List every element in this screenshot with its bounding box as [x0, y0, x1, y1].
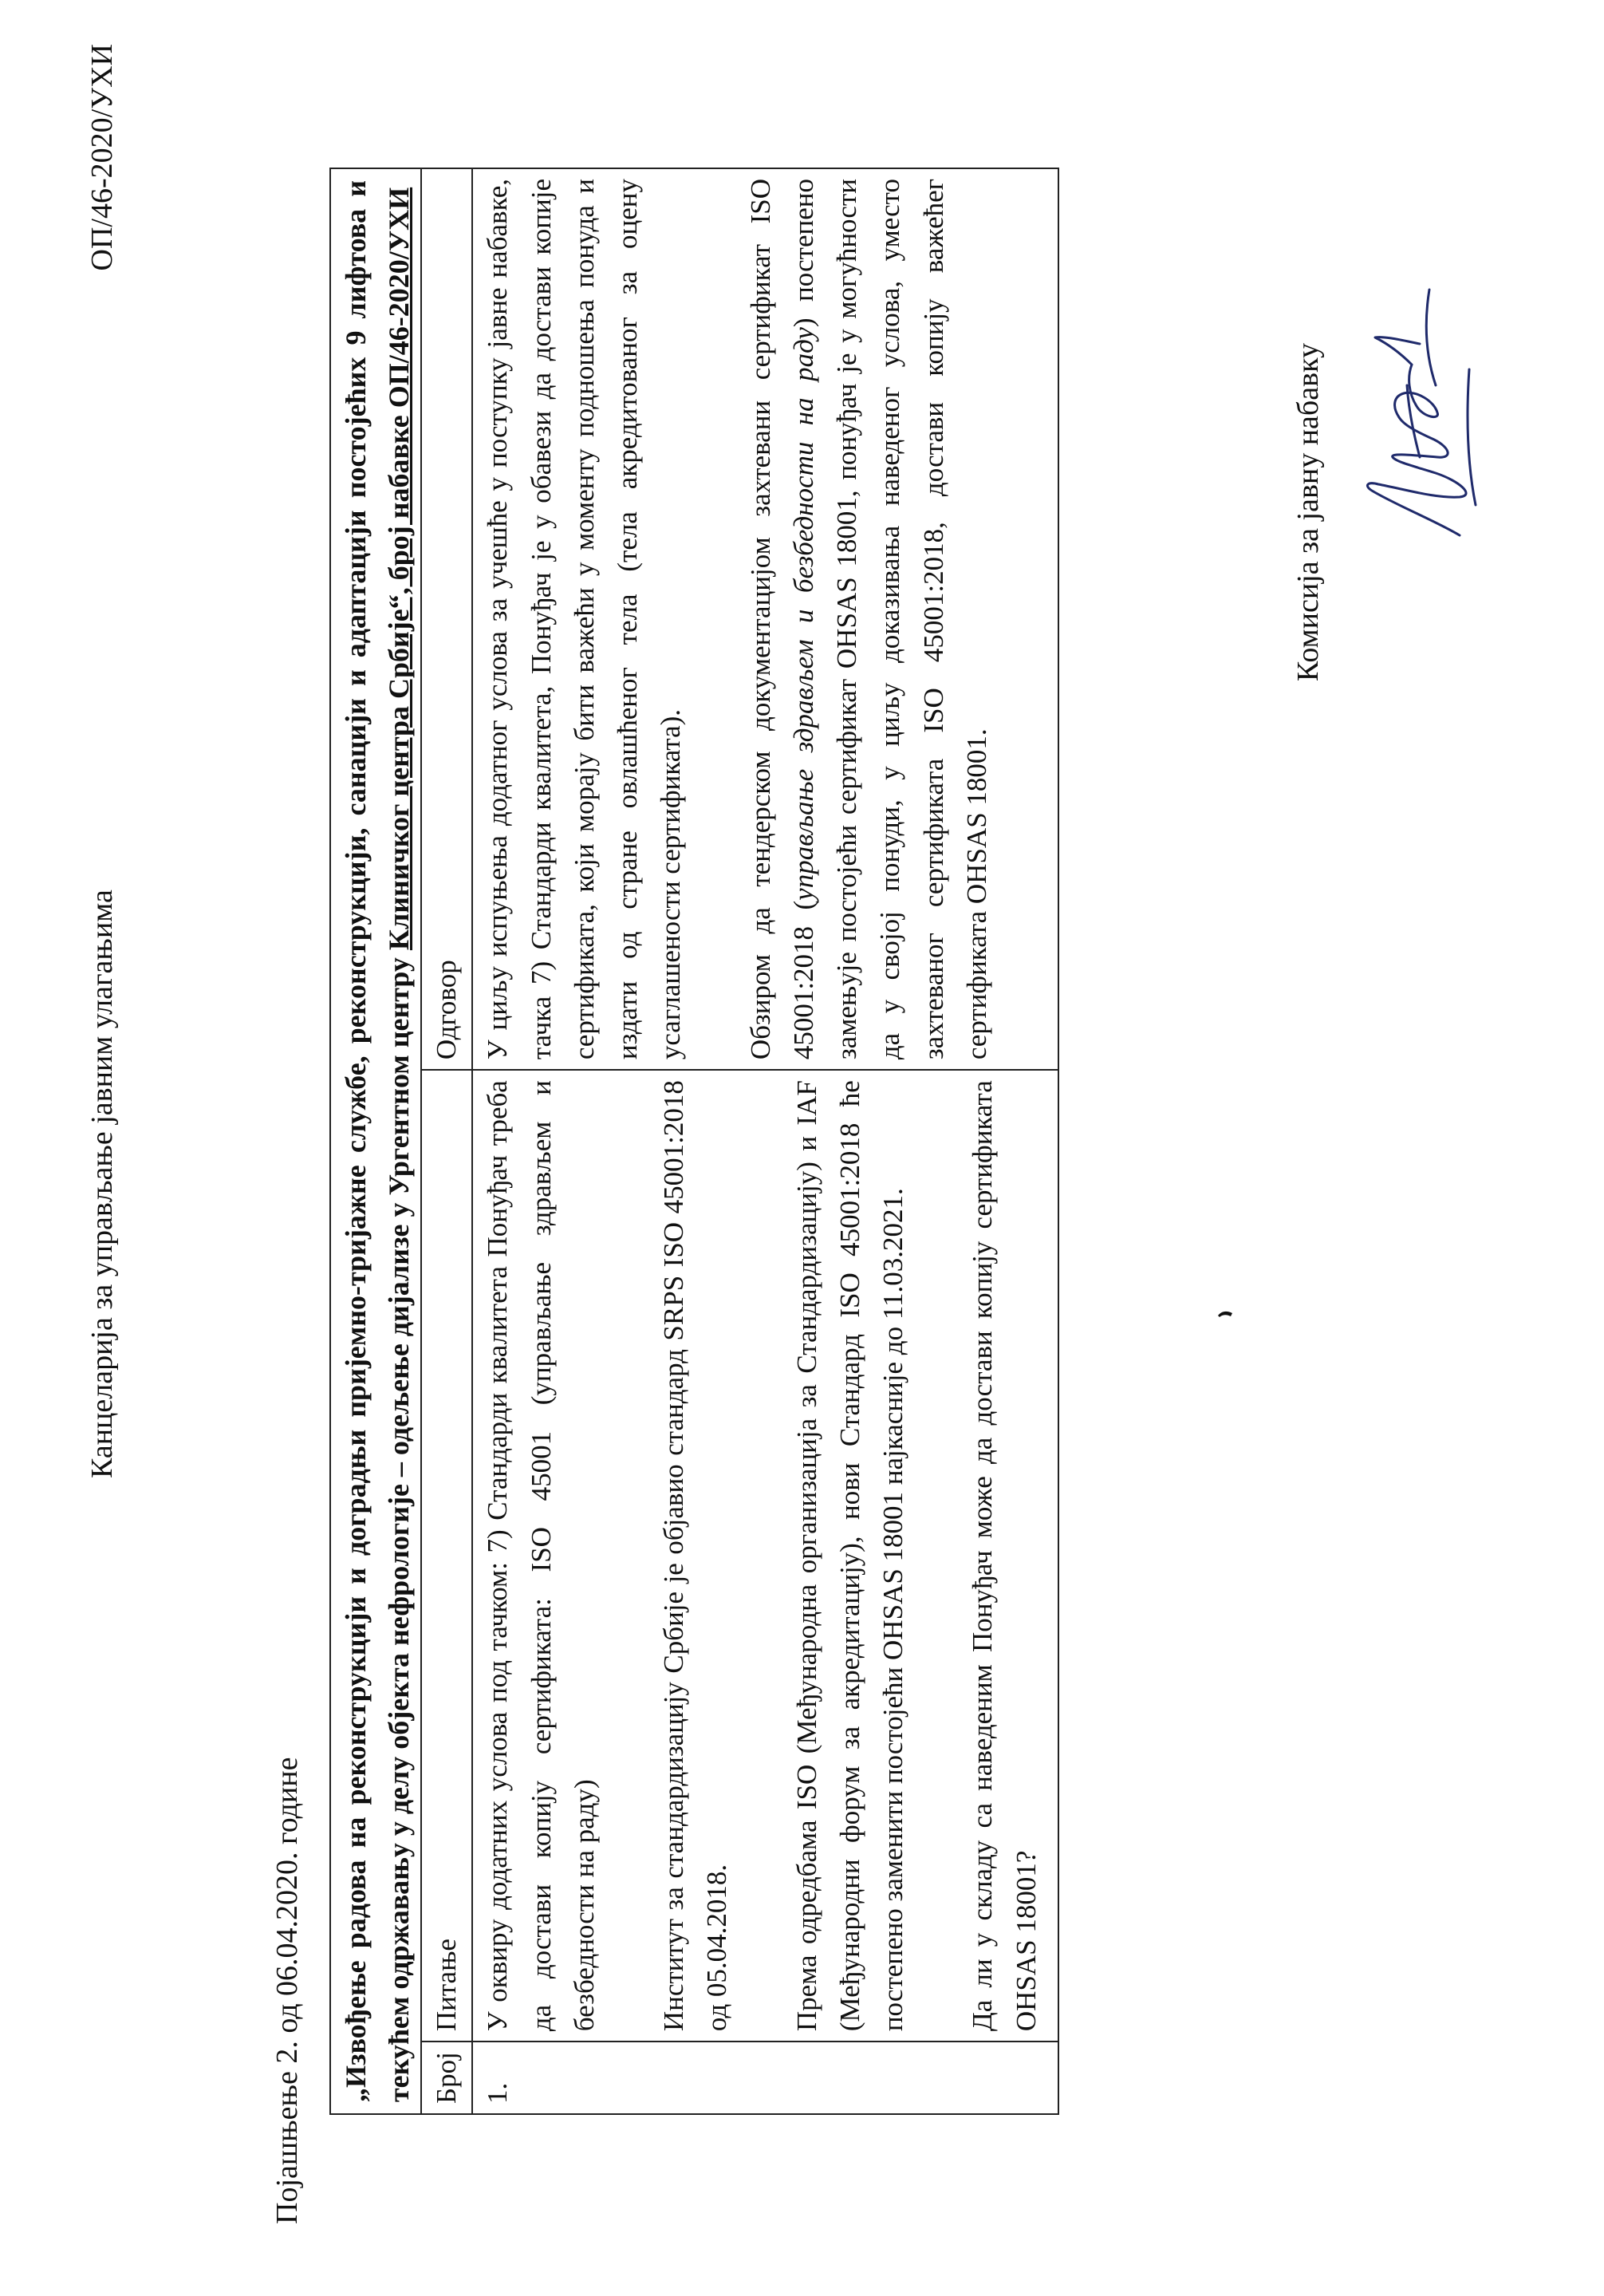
column-header-question: Питање — [421, 1070, 472, 2042]
signature — [1340, 266, 1500, 553]
row-number: 1. — [472, 2042, 1058, 2114]
column-header-answer: Одговор — [421, 168, 472, 1070]
table-header-row — [421, 168, 472, 2114]
header-procurement-number: ОП/46-2020/УХИ — [85, 44, 119, 271]
question-paragraph: Према одредбама ISO (Међународна организација за Стандардизацију) и IAF (Међународни форум за акредитацију), нови Стандард ISO 45001:2018 ће постепено заменити постојећи OHSAS 18001 најкасније до 11.03.2021. — [790, 1080, 908, 2032]
ink-mark — [1216, 1308, 1234, 1319]
table-row — [472, 168, 1058, 2114]
answer-italic-text: управљање здрављем и безбедности на раду — [787, 327, 819, 901]
commission-label: Комисија за јавну набавку — [1291, 343, 1325, 682]
answer-paragraph: У циљу испуњења додатног услова за учешће у поступку јавне набавке, тачка 7) Стандарди квалитета, Понуђач је у обавези да достави копије сертификата, који морају бити важећи у моменту подношења понуда и издати од стране овлашћеног тела (тела акредитованог за оцену усаглашености сертификата). — [482, 179, 687, 1060]
answer-cell — [472, 168, 1058, 1070]
answer-text: Обзиром да тендерском документацијом захтевани сертификат ISO 45001:2018 ( — [744, 179, 819, 1060]
procurement-title — [330, 168, 421, 2114]
header-organization: Канцеларија за управљање јавним улагањима — [85, 890, 119, 1478]
procurement-title-main: „Извођење радова на реконструкцији и доградњи пријемно-тријажне службе, реконструкцији, санацији и адаптацији постојећих 9 лифтова и текућем одржавању у делу објекта нефрологије – одељење дијализе у Ургентном центру — [340, 180, 415, 2102]
procurement-title-underlined: Клиничког центра Србије“, број набавке ОП/46-2020/УХИ — [383, 187, 415, 951]
table-title-row — [330, 168, 421, 2114]
answer-paragraph — [739, 179, 999, 1059]
answer-text: ) постепено замењује постојећи сертификат OHSAS 18001, понуђач је у могућности да у својој понуди, у циљу доказивања наведеног услова, уместо захтеваног сертификата ISO 45001:2018, достави копију важећег сертификата OHSAS 18001. — [787, 179, 992, 1060]
column-header-number: Број — [421, 2042, 472, 2114]
question-paragraph: У оквиру додатних услова под тачком: 7) Стандарди квалитета Понуђач треба да достави копију сертификата: ISO 45001 (управљање здрављем и безбедности на раду) — [482, 1080, 600, 2032]
document-title: Појашњење 2. од 06.04.2020. године — [270, 1757, 304, 2224]
question-cell — [472, 1070, 1058, 2042]
question-paragraph: Да ли у складу са наведеним Понуђач може да достави копију сертификата OHSAS 18001? — [967, 1080, 1042, 2032]
question-paragraph: Институт за стандардизацију Србије је објавио стандард SRPS ISO 45001:2018 од 05.04.2018. — [658, 1080, 733, 2032]
clarification-table — [329, 168, 1059, 2115]
